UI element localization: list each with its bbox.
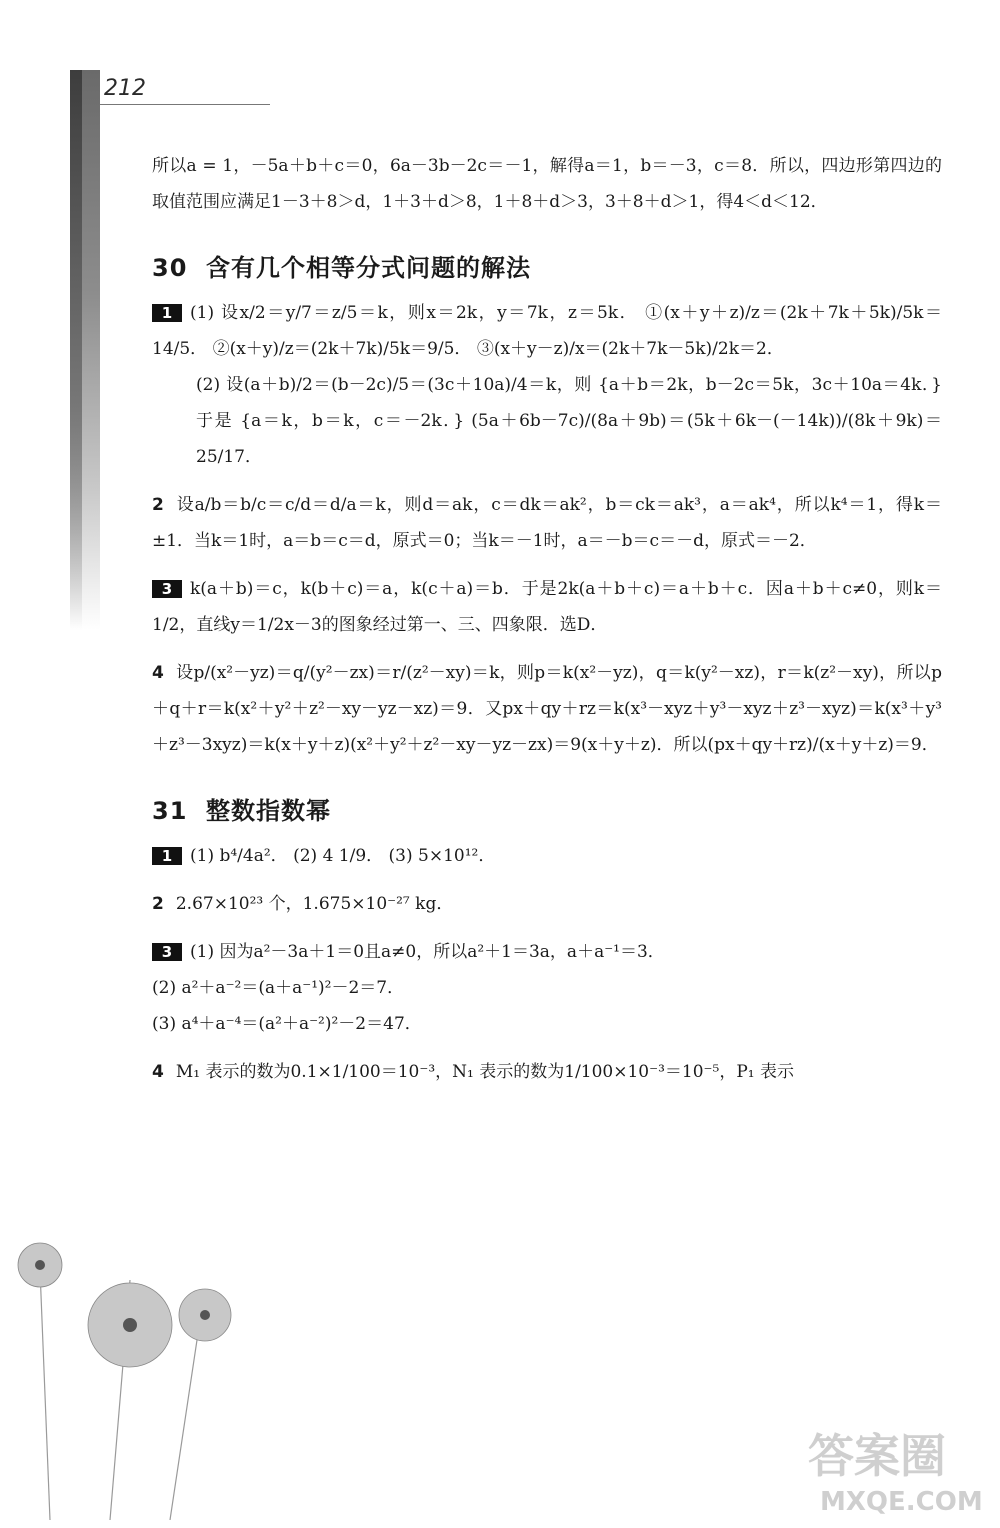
section-title: 含有几个相等分式问题的解法 [206,254,531,282]
item-number-marker: 3 [152,580,182,598]
item-number-marker: 4 [152,1062,164,1082]
page-content [152,148,942,1090]
svg-text:MXQE.COM: MXQE.COM [820,1487,983,1517]
section-title: 整数指数幂 [206,797,331,825]
answer-paragraph [152,1006,942,1042]
watermark-logo-icon [800,1420,990,1520]
answer-text: 2.67×10²³ 个，1.675×10⁻²⁷ kg． [175,894,454,914]
item-number-marker: 4 [152,663,164,683]
answer-text: (1) 因为a²－3a＋1＝0且a≠0，所以a²＋1＝3a，a＋a⁻¹＝3． [190,942,665,962]
answer-paragraph [152,367,942,475]
answer-text: k(a＋b)＝c，k(b＋c)＝a，k(c＋a)＝b．于是2k(a＋b＋c)＝a＋b＋c．因a＋b＋c≠0，则k＝1/2，直线y＝1/2x－3的图象经过第一、三、四象限．选D． [152,579,942,635]
svg-text:答案圈: 答案圈 [808,1429,946,1483]
header-rule [100,104,270,105]
answer-text: (2) a²＋a⁻²＝(a＋a⁻¹)²－2＝7． [152,978,405,998]
answer-paragraph [152,970,942,1006]
item-number-marker: 1 [152,304,182,322]
answer-text: 所以a = 1，－5a＋b＋c＝0，6a－3b－2c＝－1，解得a＝1，b＝－3，c＝8．所以，四边形第四边的取值范围应满足1－3＋8＞d，1＋3＋d＞8，1＋8＋d＞3，3＋8＋d＞1，得4＜d＜12． [152,156,942,212]
section-number: 31 [152,797,188,825]
answer-text: M₁ 表示的数为0.1×1/100＝10⁻³，N₁ 表示的数为1/100×10⁻³＝10⁻⁵，P₁ 表示 [175,1062,794,1082]
answer-item [152,1054,942,1090]
answer-item [152,886,942,922]
answer-item [152,571,942,643]
answer-item [152,655,942,763]
answer-item [152,838,942,874]
answer-text: (3) a⁴＋a⁻⁴＝(a²＋a⁻²)²－2＝47． [152,1014,422,1034]
section-heading [152,248,942,283]
item-number-marker: 1 [152,847,182,865]
answer-text: (1) b⁴/4a²． (2) 4 1/9． (3) 5×10¹²． [190,846,496,866]
answer-item [152,934,942,970]
answer-text: 设a/b＝b/c＝c/d＝d/a＝k，则d＝ak，c＝dk＝ak²，b＝ck＝ak³，a＝ak⁴，所以k⁴＝1，得k＝±1．当k＝1时，a＝b＝c＝d，原式＝0；当k＝－1时，a＝－b＝c＝－d，原式＝－2． [152,495,942,551]
item-number-marker: 2 [152,894,164,914]
answer-item [152,295,942,367]
item-number-marker: 3 [152,943,182,961]
item-number-marker: 2 [152,495,164,515]
section-heading [152,791,942,826]
side-decoration-bar [70,70,100,630]
answer-text: (2) 设(a＋b)/2＝(b－2c)/5＝(3c＋10a)/4＝k，则 {a＋b＝2k，b－2c＝5k，3c＋10a＝4k．} 于是 {a＝k，b＝k，c＝－2k．} (5a＋6b－7c)/(8a＋9b)＝(5k＋6k－(－14k))/(8k＋9k)＝25/17． [196,375,942,467]
answer-paragraph [152,148,942,220]
flower-decoration-icon [0,1230,240,1520]
answer-item [152,487,942,559]
section-number: 30 [152,254,188,282]
answer-text: (1) 设x/2＝y/7＝z/5＝k，则x＝2k，y＝7k，z＝5k． ①(x＋y＋z)/z＝(2k＋7k＋5k)/5k＝14/5． ②(x＋y)/z＝(2k＋7k)/5k＝9/5． ③(x＋y－z)/x＝(2k＋7k－5k)/2k＝2． [152,303,942,359]
answer-text: 设p/(x²－yz)＝q/(y²－zx)＝r/(z²－xy)＝k，则p＝k(x²－yz)，q＝k(y²－xz)，r＝k(z²－xy)，所以p＋q＋r＝k(x²＋y²＋z²－xy－yz－xz)＝9．又px＋qy＋rz＝k(x³－xyz＋y³－xyz＋z³－xyz)＝k(x³＋y³＋z³－3xyz)＝k(x＋y＋z)(x²＋y²＋z²－xy－yz－zx)＝9(x＋y＋z)．所以(px＋qy＋rz)/(x＋y＋z)＝9． [152,663,942,755]
page-number: 212 [104,76,146,101]
